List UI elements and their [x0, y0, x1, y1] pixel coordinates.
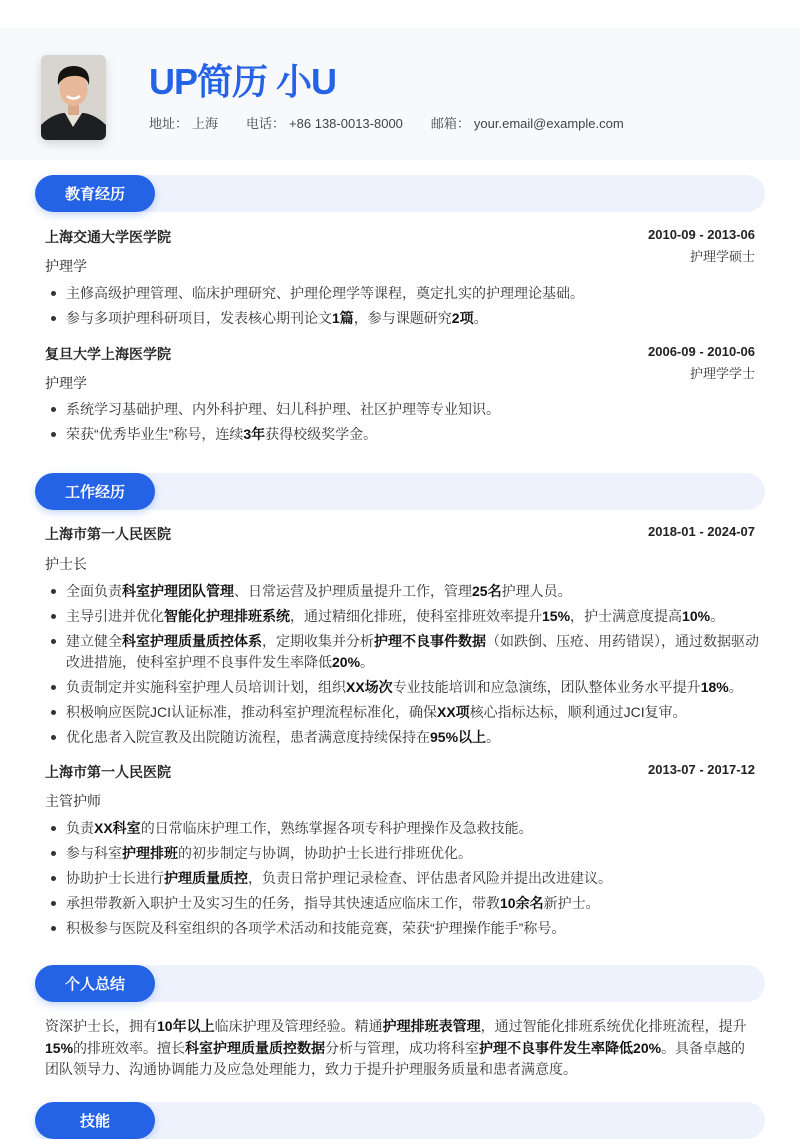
- bullet-list: [45, 283, 760, 333]
- section-title: 教育经历: [35, 175, 155, 212]
- education-entry: [45, 227, 755, 276]
- text-segment: ，通过精细化排班，使科室排班效率提升: [290, 608, 542, 624]
- resume-header: [0, 28, 800, 160]
- contact-label: 电话：: [246, 116, 286, 131]
- text-segment: ，通过智能化排班系统优化排班流程，提升: [480, 1018, 747, 1034]
- highlight-text: 10余名: [500, 895, 544, 911]
- text-segment: 负责: [66, 820, 94, 836]
- major: 护理学: [45, 375, 87, 391]
- degree: 护理学学士: [689, 366, 755, 381]
- text-segment: 优化患者入院宣教及出院随访流程，患者满意度持续保持在: [66, 729, 430, 745]
- profile-photo: [41, 55, 106, 140]
- degree: 护理学硕士: [689, 249, 755, 264]
- bullet-item: [45, 677, 760, 698]
- bullet-item: [45, 424, 760, 445]
- candidate-name: UP简历 小U: [149, 61, 337, 102]
- highlight-text: 护理排班: [122, 845, 178, 861]
- highlight-text: XX场次: [346, 679, 393, 695]
- text-segment: 系统学习基础护理、内外科护理、妇儿科护理、社区护理等专业知识。: [66, 401, 500, 417]
- company-name: 上海市第一人民医院: [45, 526, 171, 542]
- text-segment: 协助护士长进行: [66, 870, 164, 886]
- work-entry: [45, 762, 755, 811]
- highlight-text: 2项: [451, 310, 474, 326]
- text-segment: ，负责日常护理记录检查、评估患者风险并提出改进建议。: [248, 870, 612, 886]
- highlight-text: 护理不良事件数据: [374, 633, 486, 649]
- section-header-work: [35, 473, 765, 510]
- bullet-item: [45, 283, 760, 304]
- highlight-text: XX项: [437, 704, 470, 720]
- text-segment: ，护士满意度提高: [570, 608, 683, 624]
- text-segment: 。: [486, 729, 501, 745]
- text-segment: 新护士。: [543, 895, 600, 911]
- date-range: 2006-09 - 2010-06: [648, 344, 755, 359]
- bullet-item: [45, 843, 760, 864]
- text-segment: 的日常临床护理工作，熟练掌握各项专科护理操作及急救技能。: [140, 820, 533, 836]
- bullet-list: [45, 818, 760, 943]
- text-segment: 获得校级奖学金。: [265, 426, 378, 442]
- highlight-text: 护理排班表管理: [382, 1018, 481, 1034]
- job-role: 护士长: [45, 556, 87, 572]
- bullet-item: [45, 727, 760, 748]
- section-title: 技能: [35, 1102, 155, 1139]
- bullet-item: [45, 893, 760, 914]
- bullet-item: [45, 868, 760, 889]
- contact-value: 上海: [192, 116, 219, 131]
- text-segment: 负责制定并实施科室护理人员培训计划，组织: [66, 679, 346, 695]
- highlight-text: 护理质量质控: [164, 870, 248, 886]
- text-segment: 核心指标达标，顺利通过JCI复审。: [469, 704, 687, 720]
- section-header-summary: [35, 965, 765, 1002]
- bullet-item: [45, 308, 760, 329]
- bullet-item: [45, 918, 760, 939]
- text-segment: 分析与管理，成功将科室: [325, 1039, 480, 1056]
- date-range: 2013-07 - 2017-12: [648, 762, 755, 777]
- bullet-item: [45, 631, 760, 673]
- text-segment: 的排班效率。擅长: [73, 1039, 186, 1056]
- text-segment: 主修高级护理管理、临床护理研究、护理伦理学等课程，奠定扎实的护理理论基础。: [66, 285, 584, 301]
- major: 护理学: [45, 258, 87, 274]
- highlight-text: 科室护理质量质控体系: [122, 633, 262, 649]
- bullet-item: [45, 399, 760, 420]
- highlight-text: 95%以上: [430, 729, 487, 745]
- text-segment: 。: [473, 310, 488, 326]
- text-segment: 、日常运营及护理质量提升工作，管理: [234, 583, 472, 599]
- text-segment: ，参与课题研究: [353, 310, 452, 326]
- highlight-text: 15%: [45, 1039, 74, 1056]
- section-header-education: [35, 175, 765, 212]
- date-range: 2018-01 - 2024-07: [648, 524, 755, 539]
- highlight-text: 3年: [243, 426, 266, 442]
- text-segment: 护理人员。: [501, 583, 572, 599]
- highlight-text: 护理不良事件发生率降低20%: [479, 1039, 662, 1056]
- job-role: 主管护师: [45, 793, 101, 809]
- bullet-item: [45, 702, 760, 723]
- work-entry: [45, 524, 755, 574]
- text-segment: ，定期收集并分析: [262, 633, 374, 649]
- text-segment: 积极参与医院及科室组织的各项学术活动和技能竞赛，荣获“护理操作能手”称号。: [66, 920, 566, 936]
- summary-text: [45, 1016, 757, 1081]
- contact-label: 地址：: [149, 116, 189, 131]
- text-segment: 的初步制定与协调，协助护士长进行排班优化。: [178, 845, 472, 861]
- highlight-text: 20%: [332, 654, 361, 670]
- school-name: 复旦大学上海医学院: [45, 346, 171, 362]
- text-segment: （如跌倒、压疮、用药错误），通过数据驱动改进措施，使科室护理不良事件发生率降低: [66, 633, 759, 670]
- bullet-item: [45, 606, 760, 627]
- text-segment: 积极响应医院JCI认证标准，推动科室护理流程标准化，确保: [66, 704, 437, 720]
- contact-address: [149, 113, 218, 132]
- contact-email: [431, 113, 624, 132]
- text-segment: 荣获“优秀毕业生”称号，连续: [66, 426, 244, 442]
- text-segment: 主导引进并优化: [66, 608, 164, 624]
- school-name: 上海交通大学医学院: [45, 229, 171, 245]
- text-segment: 。: [728, 679, 743, 695]
- contact-value: +86 138-0013-8000: [289, 116, 403, 131]
- bullet-item: [45, 581, 760, 602]
- contact-phone: [246, 113, 403, 132]
- text-segment: 全面负责: [66, 583, 122, 599]
- text-segment: 。: [710, 608, 725, 624]
- date-range: 2010-09 - 2013-06: [648, 227, 755, 242]
- education-entry: [45, 344, 755, 393]
- highlight-text: 10年以上: [157, 1018, 215, 1034]
- highlight-text: 15%: [542, 608, 571, 624]
- section-title: 个人总结: [35, 965, 155, 1002]
- highlight-text: XX科室: [94, 820, 141, 836]
- highlight-text: 科室护理团队管理: [122, 583, 234, 599]
- text-segment: 资深护士长，拥有: [45, 1018, 157, 1034]
- text-segment: 参与多项护理科研项目，发表核心期刊论文: [66, 310, 332, 326]
- text-segment: 。: [360, 654, 375, 670]
- contact-info: [149, 113, 624, 132]
- text-segment: 建立健全: [66, 633, 122, 649]
- highlight-text: 25名: [472, 583, 502, 599]
- bullet-item: [45, 818, 760, 839]
- text-segment: 专业技能培训和应急演练，团队整体业务水平提升: [392, 679, 701, 695]
- text-segment: 。具备卓越的团队领导力、沟通协调能力及应急处理能力，致力于提升护理服务质量和患者满意度。: [45, 1039, 746, 1077]
- highlight-text: 10%: [682, 608, 711, 624]
- highlight-text: 科室护理质量质控数据: [185, 1039, 326, 1056]
- section-title: 工作经历: [35, 473, 155, 510]
- contact-value: your.email@example.com: [473, 116, 624, 131]
- highlight-text: 1篇: [332, 310, 354, 326]
- bullet-list: [45, 399, 760, 449]
- company-name: 上海市第一人民医院: [45, 764, 171, 780]
- highlight-text: 18%: [700, 679, 729, 695]
- text-segment: 承担带教新入职护士及实习生的任务，指导其快速适应临床工作，带教: [66, 895, 500, 911]
- text-segment: 临床护理及管理经验。精通: [214, 1018, 383, 1034]
- highlight-text: 智能化护理排班系统: [164, 608, 290, 624]
- text-segment: 参与科室: [66, 845, 122, 861]
- section-header-skills: [35, 1102, 765, 1139]
- bullet-list: [45, 581, 760, 752]
- contact-label: 邮箱：: [430, 116, 470, 131]
